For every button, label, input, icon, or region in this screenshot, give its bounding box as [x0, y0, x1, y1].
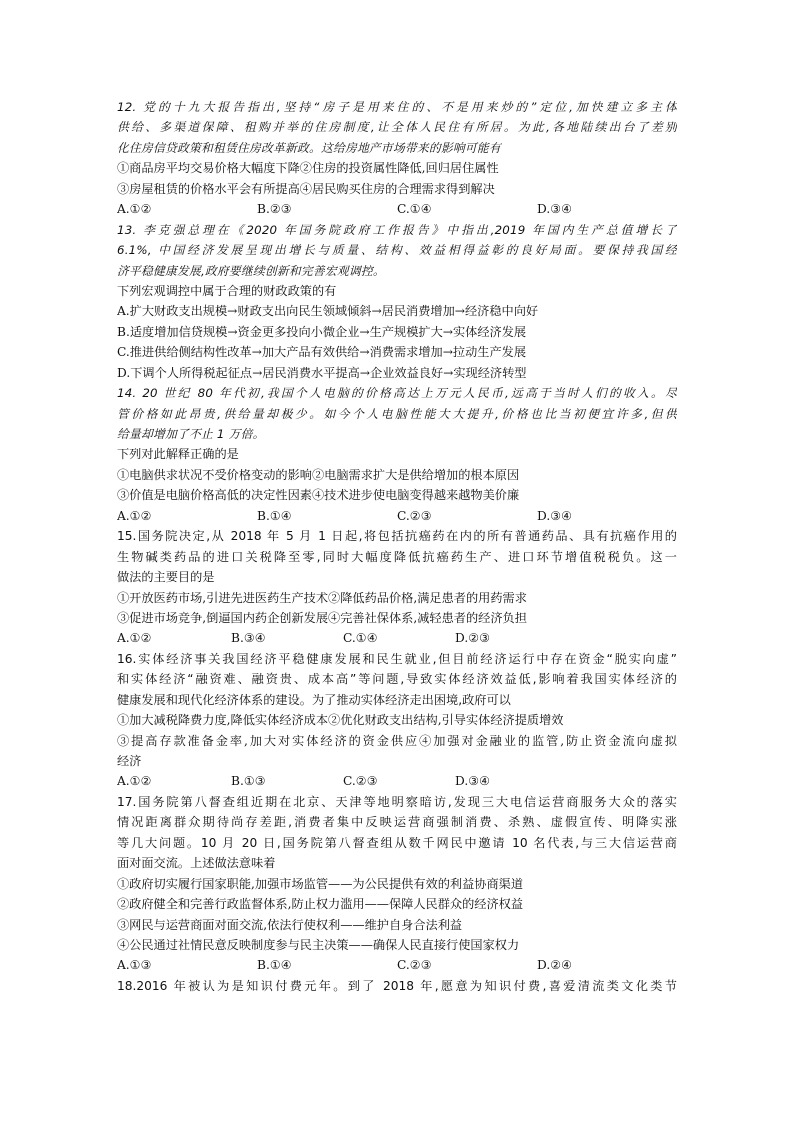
question-stem-line: 面对面交流。上述做法意味着	[117, 856, 276, 871]
statement-line: ②政府健全和完善行政监督体系,防止权力滥用——保障人民群众的经济权益	[117, 897, 524, 912]
answer-options	[117, 199, 677, 219]
option-c[interactable]: C.推进供给侧结构性改革→加大产品有效供给→消费需求增加→拉动生产发展	[117, 345, 527, 360]
statement-line: ①开放医药市场,引进先进医药生产技术②降低药品价格,满足患者的用药需求	[117, 590, 527, 605]
question-stem-line: 18.2016 年被认为是知识付费元年。到了 2018 年,愿意为知识付费,喜爱清流类文化类节	[117, 978, 677, 993]
option-a[interactable]: A.①②	[117, 508, 152, 523]
option-b[interactable]: B.①③	[231, 774, 266, 789]
option-a[interactable]: A.①③	[117, 958, 152, 973]
statement-line: ③房屋租赁的价格水平会有所提高④居民购买住房的合理需求得到解决	[117, 181, 495, 196]
question-stem-line: 化住房信贷政策和租赁住房改革新政。这给房地产市场带来的影响可能有	[117, 140, 501, 155]
question-stem-line: 等几大问题。10 月 20 日,国务院第八督查组从数千网民中邀请 10 名代表,与三大信运营商	[117, 835, 677, 850]
option-b[interactable]: B.①④	[257, 958, 292, 973]
statement-line: ③价值是电脑价格高低的决定性因素④技术进步使电脑变得越来越物美价廉	[117, 488, 520, 503]
question-stem-line: 13. 李克强总理在《2020 年国务院政府工作报告》中指出,2019 年国内生产总值增长了	[117, 222, 677, 237]
question-stem-line: 给量却增加了不止 1 万倍。	[117, 427, 265, 441]
statement-line: ①商品房平均交易价格大幅度下降②住房的投资属性降低,回归居住属性	[117, 161, 499, 176]
option-d[interactable]: D.②③	[455, 631, 491, 646]
question-stem-line: 14. 20 世纪 80 年代初,我国个人电脑的价格高达上万元人民币,远高于当时人们的收入。尽	[117, 386, 677, 401]
answer-options	[117, 955, 677, 975]
statement-line: 经济	[117, 754, 142, 768]
question-stem-line: 17.国务院第八督查组近期在北京、天津等地明察暗访,发现三大电信运营商服务大众的落实	[117, 794, 677, 809]
question-stem-line: 情况距离群众期待尚存差距,消费者集中反映运营商强制消费、杀熟、虚假宣传、明降实涨	[117, 815, 677, 830]
option-d[interactable]: D.②④	[537, 958, 573, 973]
option-a[interactable]: A.①②	[117, 631, 152, 646]
question-stem-line: 健康发展和现代化经济体系的建设。为了推动实体经济走出困境,政府可以	[117, 692, 511, 707]
statement-line: ①加大减税降费力度,降低实体经济成本②优化财政支出结构,引导实体经济提质增效	[117, 713, 564, 728]
option-c[interactable]: C.①④	[397, 202, 432, 217]
option-b[interactable]: B.适度增加信贷规模→资金更多投向小微企业→生产规模扩大→实体经济发展	[117, 324, 527, 339]
option-d[interactable]: D.③④	[537, 508, 573, 523]
option-b[interactable]: B.②③	[257, 202, 292, 217]
question-stem-line: 管价格如此昂贵,供给量却极少。如今个人电脑性能大大提升,价格也比当初便宜许多,但供	[117, 406, 677, 421]
question-18	[117, 976, 677, 996]
exam-page	[117, 97, 677, 996]
question-stem-line: 济平稳健康发展,政府要继续创新和完善宏观调控。	[117, 263, 385, 278]
question-stem-line: 做法的主要目的是	[117, 570, 215, 585]
statement-line: ③网民与运营商面对面交流,依法行使权利——维护自身合法利益	[117, 917, 463, 932]
statement-line: ①电脑供求状况不受价格变动的影响②电脑需求扩大是供给增加的根本原因	[117, 467, 520, 482]
option-a[interactable]: A.①②	[117, 774, 152, 789]
question-13	[117, 220, 677, 384]
answer-options	[117, 628, 677, 648]
question-stem-line: 供给、多渠道保障、租购并举的住房制度,让全体人民住有所居。为此,各地陆续出台了差别	[117, 120, 677, 135]
question-12	[117, 97, 677, 220]
question-stem-line: 生物碱类药品的进口关税降至零,同时大幅度降低抗癌药生产、进口环节增值税税负。这一	[117, 549, 677, 564]
question-stem-line: 和实体经济“融资难、融资贵、成本高”等问题,导致实体经济效益低,影响着我国实体经济的	[117, 672, 677, 687]
answer-options	[117, 506, 677, 526]
question-15	[117, 526, 677, 649]
question-prompt: 下列宏观调控中属于合理的财政政策的有	[117, 283, 337, 298]
option-b[interactable]: B.③④	[231, 631, 266, 646]
statement-line: ③促进市场竞争,倒逼国内药企创新发展④完善社保体系,减轻患者的经济负担	[117, 610, 527, 625]
question-stem-line: 16.实体经济事关我国经济平稳健康发展和民生就业,但目前经济运行中存在资金“脱实向虚”	[117, 651, 677, 666]
answer-options	[117, 771, 677, 791]
question-16	[117, 649, 677, 792]
option-d[interactable]: D.下调个人所得税起征点→居民消费水平提高→企业效益良好→实现经济转型	[117, 365, 527, 380]
option-b[interactable]: B.①④	[257, 508, 292, 523]
question-stem-line: 6.1%, 中国经济发展呈现出增长与质量、结构、效益相得益彰的良好局面。要保持我国经	[117, 243, 677, 258]
question-14	[117, 383, 677, 526]
option-d[interactable]: D.③④	[455, 774, 491, 789]
option-c[interactable]: C.②③	[397, 958, 432, 973]
statement-line: ④公民通过社情民意反映制度参与民主决策——确保人民直接行使国家权力	[117, 937, 520, 952]
option-a[interactable]: A.①②	[117, 202, 152, 217]
option-d[interactable]: D.③④	[537, 202, 573, 217]
option-c[interactable]: C.①④	[343, 631, 378, 646]
option-c[interactable]: C.②③	[343, 774, 378, 789]
question-stem-line: 15.国务院决定,从 2018 年 5 月 1 日起,将包括抗癌药在内的所有普通药品、具有抗癌作用的	[117, 529, 677, 544]
question-prompt: 下列对此解释正确的是	[117, 447, 239, 462]
option-c[interactable]: C.②③	[397, 508, 432, 523]
question-17	[117, 792, 677, 976]
statement-line: ③提高存款准备金率,加大对实体经济的资金供应④加强对金融业的监管,防止资金流向虚拟	[117, 733, 677, 748]
option-a[interactable]: A.扩大财政支出规模→财政支出向民生领域倾斜→居民消费增加→经济稳中向好	[117, 304, 539, 319]
question-stem-line: 12. 党的十九大报告指出,坚持“房子是用来住的、不是用来炒的”定位,加快建立多主体	[117, 100, 677, 114]
statement-line: ①政府切实履行国家职能,加强市场监管——为公民提供有效的利益协商渠道	[117, 876, 524, 891]
